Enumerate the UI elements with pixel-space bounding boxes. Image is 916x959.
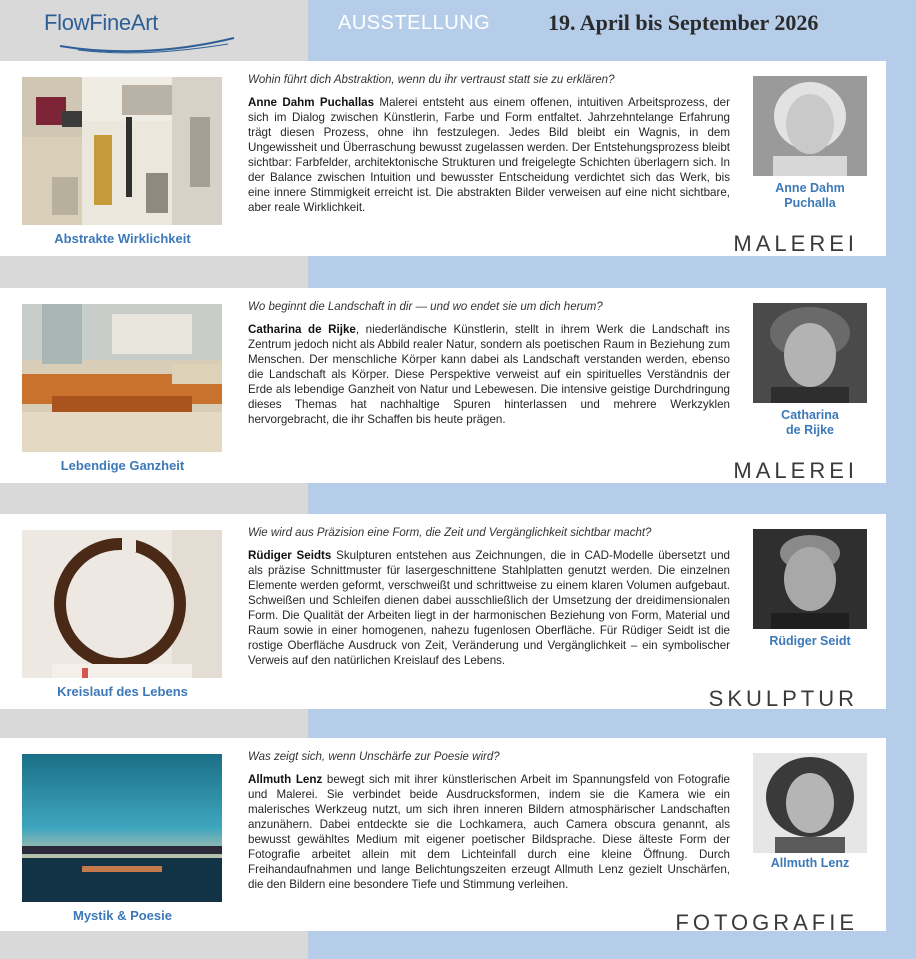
description-text: , niederländische Künstlerin, stellt in ihrem Werk die Landschaft ins Zentrum jedoch nicht als Abbild realer Natur, sondern als poetischen Raum in Beziehung zum Menschen. Der menschliche Körper kann dabei als Landschaft verstanden werden, ebenso die Landschaft als Körper. Diese Perspektive verweist auf ein spirituelles Verständnis der Erde als lebendige Ganzheit von Natur und Lebewesen. Die intensive geistige Durchdringung dieses Themas hat nachhaltige Spuren hinterlassen und mehrere Werkzyklen hervorgebracht, die ihr Schaffen bis heute prägen. — [248, 323, 730, 426]
artist-portrait — [753, 303, 867, 403]
artist-card-1 — [0, 61, 886, 256]
artist-card-3 — [0, 514, 886, 709]
artist-card-4 — [0, 738, 886, 935]
artwork-caption: Lebendige Ganzheit — [60, 458, 185, 473]
artist-portrait — [753, 76, 867, 176]
logo-swoosh-icon — [58, 34, 236, 54]
artist-description — [248, 772, 730, 892]
header-dates: 19. April bis September 2026 — [548, 10, 819, 35]
artist-lead: Rüdiger Seidts — [248, 549, 332, 562]
category-label: FOTOGRAFIE — [675, 910, 858, 935]
artwork-caption: Abstrakte Wirklichkeit — [54, 231, 191, 246]
category-label: SKULPTUR — [708, 686, 858, 711]
artwork-caption: Kreislauf des Lebens — [57, 684, 188, 699]
artwork-caption: Mystik & Poesie — [73, 908, 172, 923]
flowfineart-logo[interactable] — [44, 10, 224, 52]
artwork-image-landscape — [22, 304, 222, 452]
artist-portrait — [753, 529, 867, 629]
question-text: Wohin führt dich Abstraktion, wenn du ihr vertraust statt sie zu erklären? — [248, 74, 615, 86]
artist-portrait — [753, 753, 867, 853]
artist-name: Catharina de Rijke — [781, 408, 839, 437]
category-label: MALEREI — [733, 231, 858, 256]
header-title: AUSSTELLUNG — [338, 12, 491, 34]
artist-lead: Catharina de Rijke — [248, 323, 356, 336]
description-text: Malerei entsteht aus einem offenen, intuitiven Arbeitsprozess, der sich im Dialog zwischen Künstlerin, Farbe und Form entfaltet. Jahrzehntelange Erfahrung trägt diesen Prozess, ohne ihn festzulegen. Jedes Bild bleibt ein Wagnis, in dem Ungewissheit und Überraschung bewusst zugelassen werden. Der Entstehungsprozess bleibt sichtbar: Farbfelder, architektonische Strukturen und freigelegte Schichten überlagern sich. In der Balance zwischen Intuition und bewusster Entscheidung verdichtet sich das Werk, bis eine innere Stimmigkeit erreicht ist. Die abstrakten Bilder verweisen auf eine nicht sichtbare, aber reale Wirklichkeit. — [248, 96, 730, 214]
question-text: Was zeigt sich, wenn Unschärfe zur Poesie wird? — [248, 751, 500, 763]
artwork-image-sculpture — [22, 530, 222, 678]
artist-description — [248, 95, 730, 215]
category-label: MALEREI — [733, 458, 858, 483]
logo-text: FlowFineArt — [44, 10, 159, 35]
artwork-image-photo — [22, 754, 222, 902]
question-text: Wo beginnt die Landschaft in dir — und wo endet sie um dich herum? — [248, 301, 603, 313]
description-text: bewegt sich mit ihrer künstlerischen Arbeit im Spannungsfeld von Fotografie und Malerei. Sie verbindet beide Ausdrucksformen, indem sie die Kamera wie ein malerisches Werkzeug nutzt, um sich ihren inneren Bildern atmosphärischer Landschaften anzunähern. Dabei entdeckte sie die Lochkamera, auch Camera obscura genannt, als bewusst gewähltes Medium mit eigener poetischer Bildsprache. Diese älteste Form der Fotografie arbeitet allein mit dem Lichteinfall durch eine kleine Öffnung. Durch Freihandaufnahmen und lange Belichtungszeiten erzeugt Allmuth Lenz gezielt Unschärfen, die den Bildern eine besondere Tiefe und Stimmung verleihen. — [248, 773, 730, 891]
artist-description — [248, 548, 730, 668]
artist-name: Rüdiger Seidt — [769, 634, 851, 648]
artist-name: Allmuth Lenz — [770, 856, 850, 870]
artwork-image-abstract — [22, 77, 222, 225]
artist-card-2 — [0, 288, 886, 483]
artist-lead: Anne Dahm Puchallas — [248, 96, 375, 109]
header — [0, 0, 916, 58]
artist-description — [248, 322, 730, 427]
question-text: Wie wird aus Präzision eine Form, die Zeit und Vergänglichkeit sichtbar macht? — [248, 527, 652, 539]
artist-name: Anne Dahm Puchalla — [775, 181, 845, 210]
description-text: Skulpturen entstehen aus Zeichnungen, die in CAD-Modelle übersetzt und als präzise Schnittmuster für lasergeschnittene Stahlplatten genutzt werden. Die einzelnen Elemente werden geformt, verschweißt und schrittweise zu einem klaren Volumen aufgebaut. Schweißen und Schleifen dienen dabei ausschließlich der Umsetzung der dreidimensionalen Form. Die Qualität der Arbeiten liegt in der harmonischen Beziehung von Form, Material und Raum sowie in einer homogenen, nahezu fugenlosen Oberfläche. Für Rüdiger Seidt ist die rostige Oberfläche Ausdruck von Zeit, Veränderung und Vergänglichkeit – ein symbolischer Verweis auf den natürlichen Kreislauf des Lebens. — [248, 549, 730, 667]
artist-lead: Allmuth Lenz — [248, 773, 323, 786]
